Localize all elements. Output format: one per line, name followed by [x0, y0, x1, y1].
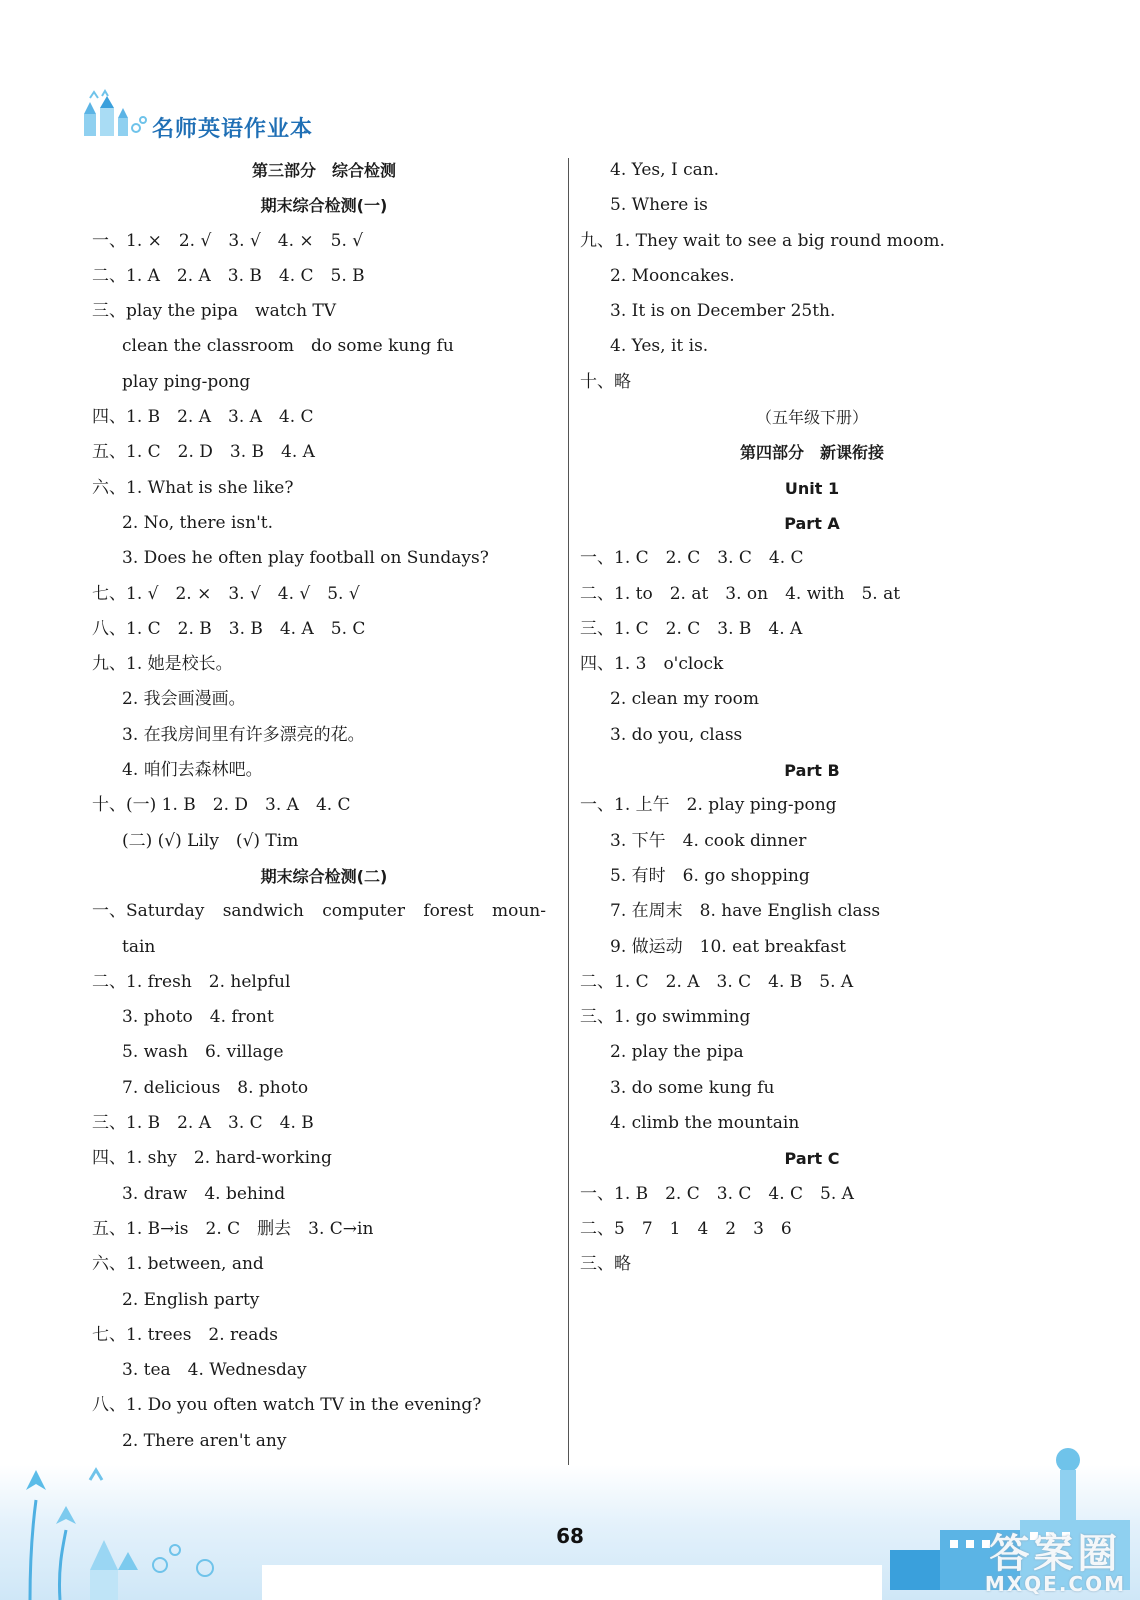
answer-line: 一、1. × 2. √ 3. √ 4. × 5. √: [92, 230, 364, 251]
answer-line: 2. Mooncakes.: [610, 265, 735, 286]
answer-line: 3. 下午 4. cook dinner: [610, 830, 807, 851]
answer-line: 3. do you, class: [610, 724, 743, 745]
answer-line: 四、1. shy 2. hard-working: [92, 1148, 332, 1169]
answer-line: Part C: [784, 1149, 840, 1169]
answer-line: 4. Yes, it is.: [610, 336, 709, 357]
answer-line: 二、5 7 1 4 2 3 6: [580, 1218, 792, 1239]
answer-line: 5. 有时 6. go shopping: [610, 865, 810, 886]
column-divider: [568, 158, 569, 1480]
answer-line: （五年级下册）: [755, 408, 868, 428]
answer-line: 六、1. between, and: [92, 1254, 264, 1275]
answer-line: 3. photo 4. front: [122, 1007, 274, 1028]
watermark: [984, 1531, 1126, 1596]
page-number: 68: [556, 1524, 584, 1548]
answer-word: moun-: [491, 901, 546, 922]
answer-line: play ping-pong: [122, 371, 251, 392]
answer-line: clean the classroom do some kung fu: [122, 336, 454, 357]
castle-logo-icon: [80, 88, 150, 144]
answer-line: 一、1. C 2. C 3. C 4. C: [580, 548, 804, 569]
answer-line: 一、1. 上午 2. play ping-pong: [580, 795, 837, 816]
answer-line: 4. 咱们去森林吧。: [122, 760, 263, 781]
answer-line: 期末综合检测(二): [260, 866, 388, 886]
answer-line: 三、略: [580, 1254, 631, 1275]
answer-line: 第三部分 综合检测: [251, 161, 396, 180]
answer-line: 二、1. A 2. A 3. B 4. C 5. B: [92, 265, 365, 286]
answer-line: 期末综合检测(一): [260, 196, 388, 216]
answer-line: 4. Yes, I can.: [610, 160, 720, 180]
answer-line: Part A: [784, 513, 840, 533]
answer-line: 五、1. B→is 2. C 删去 3. C→in: [92, 1218, 374, 1239]
answer-word: computer: [322, 901, 405, 922]
right-answer-column: [580, 153, 1044, 1283]
flowers-illustration-icon: [0, 1440, 230, 1600]
answer-line: 六、1. What is she like?: [92, 477, 294, 498]
watermark-url: MXQE.COM: [984, 1572, 1126, 1596]
answer-line: 2. 我会画漫画。: [122, 689, 246, 710]
answer-line: 一、1. B 2. C 3. C 4. C 5. A: [580, 1183, 854, 1204]
brand-title: 名师英语作业本: [152, 117, 314, 142]
answer-line: 3. tea 4. Wednesday: [122, 1360, 307, 1381]
answer-line: 5. wash 6. village: [122, 1042, 284, 1063]
answer-line: 九、1. 她是校长。: [92, 654, 233, 675]
answer-line: 四、1. B 2. A 3. A 4. C: [92, 407, 314, 428]
answer-line: 7. delicious 8. photo: [122, 1077, 309, 1098]
watermark-title: 答案圈: [989, 1531, 1122, 1577]
answer-line: 第四部分 新课衔接: [739, 443, 884, 463]
answer-line: 3. draw 4. behind: [122, 1183, 286, 1204]
answer-line: 3. Does he often play football on Sundays?: [122, 548, 489, 569]
answer-line: 十、略: [580, 371, 631, 392]
answer-line: 9. 做运动 10. eat breakfast: [610, 936, 846, 957]
answer-line: 四、1. 3 o'clock: [580, 654, 724, 675]
answer-line: 七、1. √ 2. × 3. √ 4. √ 5. √: [92, 583, 360, 604]
answer-line: 八、1. C 2. B 3. B 4. A 5. C: [92, 618, 366, 639]
answer-line: 4. climb the mountain: [610, 1113, 800, 1134]
answer-line: 2. There aren't any: [122, 1430, 287, 1451]
answer-line: 九、1. They wait to see a big round moom.: [580, 230, 945, 251]
answer-line: 二、1. fresh 2. helpful: [92, 971, 291, 992]
page-header: [80, 88, 440, 144]
answer-line: 三、1. B 2. A 3. C 4. B: [92, 1113, 314, 1134]
answer-line: 七、1. trees 2. reads: [92, 1324, 278, 1345]
answer-line: 十、(一) 1. B 2. D 3. A 4. C: [92, 795, 351, 816]
left-answer-column: [92, 153, 556, 1494]
answer-word: sandwich: [222, 901, 304, 922]
answer-line: 三、play the pipa watch TV: [92, 301, 337, 322]
answer-word: 一、Saturday: [92, 901, 205, 922]
answer-line: 2. play the pipa: [610, 1042, 744, 1063]
answer-line: Unit 1: [784, 478, 840, 498]
answer-line: 三、1. C 2. C 3. B 4. A: [580, 618, 803, 639]
answer-line: 2. No, there isn't.: [122, 512, 273, 533]
answer-line: 八、1. Do you often watch TV in the evening?: [92, 1395, 482, 1416]
answer-line: 3. It is on December 25th.: [610, 301, 836, 322]
answer-line: (二) (√) Lily (√) Tim: [122, 830, 299, 851]
answer-line: tain: [122, 936, 156, 957]
answer-line: 2. clean my room: [610, 689, 759, 710]
answer-line: 3. do some kung fu: [610, 1077, 775, 1098]
answer-line: 二、1. C 2. A 3. C 4. B 5. A: [580, 971, 854, 992]
answer-line: 5. Where is: [610, 195, 708, 216]
answer-line: [92, 894, 556, 929]
answer-line: Part B: [784, 761, 840, 781]
answer-line: 2. English party: [122, 1289, 260, 1310]
answer-line: 二、1. to 2. at 3. on 4. with 5. at: [580, 583, 901, 604]
answer-word: forest: [423, 901, 474, 922]
footer-strip: [262, 1565, 882, 1600]
answer-line: 三、1. go swimming: [580, 1007, 751, 1028]
answer-line: 五、1. C 2. D 3. B 4. A: [92, 442, 315, 463]
answer-line: 3. 在我房间里有许多漂亮的花。: [122, 724, 365, 745]
answer-line: 7. 在周末 8. have English class: [610, 901, 881, 922]
